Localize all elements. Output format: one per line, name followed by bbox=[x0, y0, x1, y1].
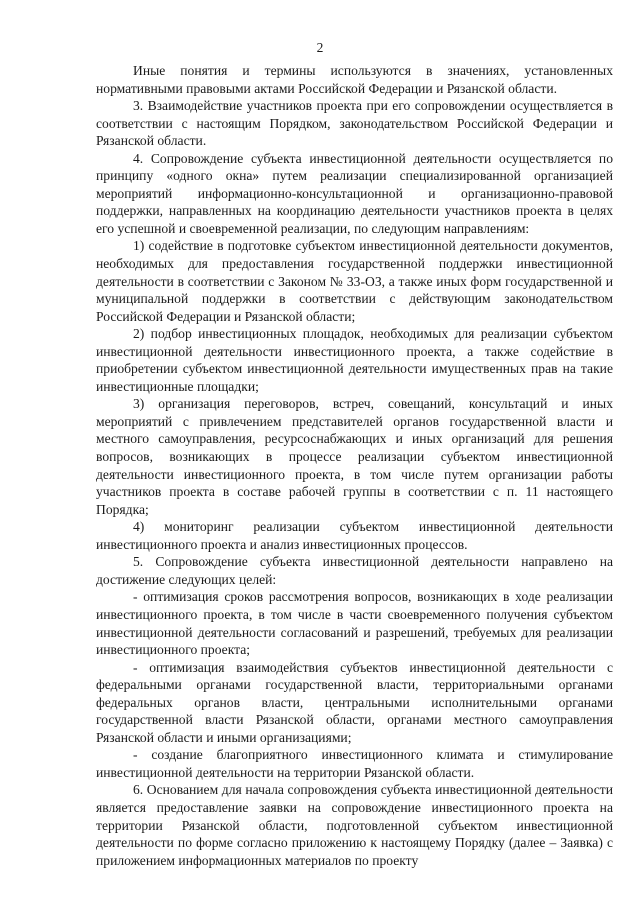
list-item-4-4: 4) мониторинг реализации субъектом инвестиционной деятельности инвестиционного проекта и анализ инвестиционных процессов. bbox=[96, 519, 613, 552]
list-item-goal-3: - создание благоприятного инвестиционного климата и стимулирование инвестиционной деятельности на территории Рязанской области. bbox=[96, 747, 613, 780]
paragraph-5-goals: 5. Сопровождение субъекта инвестиционной деятельности направлено на достижение следующих целей: bbox=[96, 554, 613, 587]
list-item-goal-2: - оптимизация взаимодействия субъектов инвестиционной деятельности с федеральными органами государственной власти, территориальными органами федеральных органов власти, центральными исполнительными органами государственной власти Рязанской области, органами местного самоуправления Рязанской области и иными организациями; bbox=[96, 659, 613, 745]
list-item-4-3: 3) организация переговоров, встреч, совещаний, консультаций и иных мероприятий с привлечением представителей органов государственной власти и местного самоуправления, ресурсоснабжающих и иных организаций для решения вопросов, возникающих в процессе реализации субъектом инвестиционной деятельности инвестиционного проекта, в том числе путем организации работы участников проекта в составе рабочей группы в соответствии с п. 11 настоящего Порядка; bbox=[96, 396, 613, 517]
page-number: 2 bbox=[316, 40, 324, 55]
list-item-4-2: 2) подбор инвестиционных площадок, необходимых для реализации субъектом инвестиционной деятельности инвестиционного проекта, а также содействие в приобретении субъектом инвестиционной деятельности имущественных прав на такие инвестиционные площадки; bbox=[96, 326, 613, 394]
document-body bbox=[96, 62, 613, 869]
paragraph-4-support: 4. Сопровождение субъекта инвестиционной деятельности осуществляется по принципу «одного окна» путем реализации специализированной организацией мероприятий информационно-консультационной и организационно-правовой поддержки, направленных на координацию деятельности участников проекта в целях его успешной и своевременной реализации, по следующим направлениям: bbox=[96, 150, 613, 236]
paragraph-terms: Иные понятия и термины используются в значениях, установленных нормативными правовыми актами Российской Федерации и Рязанской области. bbox=[96, 63, 613, 96]
list-item-4-1: 1) содействие в подготовке субъектом инвестиционной деятельности документов, необходимых для предоставления государственной поддержки инвестиционной деятельности в соответствии с Законом № 33-ОЗ, а также иных форм государственной и муниципальной поддержки в соответствии с действующим законодательством Российской Федерации и Рязанской области; bbox=[96, 238, 613, 324]
paragraph-3-interaction: 3. Взаимодействие участников проекта при его сопровождении осуществляется в соответствии с настоящим Порядком, законодательством Российской Федерации и Рязанской области. bbox=[96, 98, 613, 149]
list-item-goal-1: - оптимизация сроков рассмотрения вопросов, возникающих в ходе реализации инвестиционного проекта, в том числе в части своевременного получения субъектом инвестиционной деятельности согласований и разрешений, требуемых для реализации инвестиционного проекта; bbox=[96, 589, 613, 658]
paragraph-6-basis: 6. Основанием для начала сопровождения субъекта инвестиционной деятельности является предоставление заявки на сопровождение инвестиционного проекта на территории Рязанской области, подготовленной субъектом инвестиционной деятельности по форме согласно приложению к настоящему Порядку (далее – Заявка) с приложением информационных материалов по проекту bbox=[96, 782, 613, 868]
